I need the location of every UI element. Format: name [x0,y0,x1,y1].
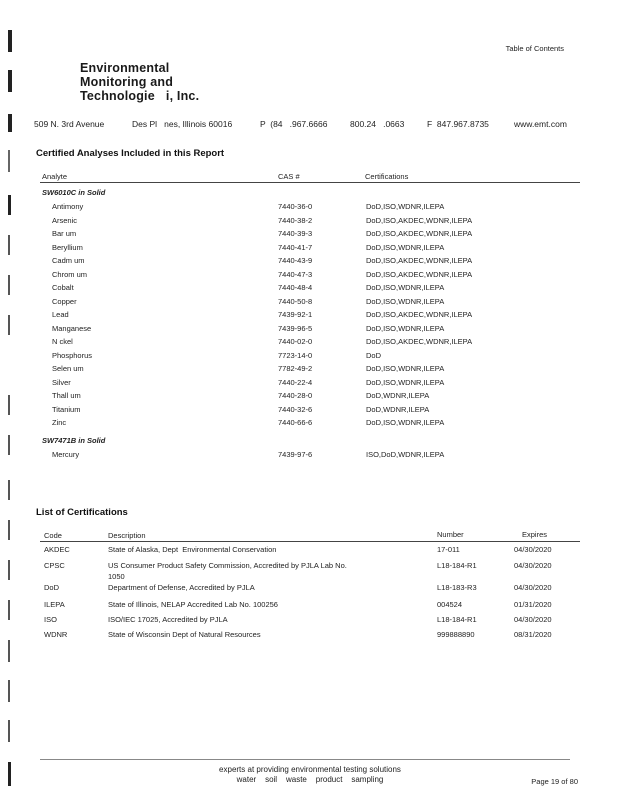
cert-list: DoD,WDNR,ILEPA [366,391,430,400]
col-description: Description [108,531,146,540]
cas-number: 7440-39-3 [278,229,313,238]
binder-mark [8,150,10,172]
cert-list: DoD,ISO,WDNR,ILEPA [366,283,445,292]
analyte-row [0,351,618,364]
analyte-row [0,405,618,418]
binder-mark [8,70,12,92]
analyte-name: Phosphorus [52,350,93,360]
header-divider [40,182,580,183]
cert-list: DoD,ISO,AKDEC,WDNR,ILEPA [366,256,473,265]
address-website[interactable]: www.emt.com [514,119,567,129]
analyte-name: Cobalt [52,283,74,292]
cert-description: ISO/IEC 17025, Accredited by PJLA [108,615,228,624]
cert-list: DoD,ISO,WDNR,ILEPA [366,242,445,252]
cert-list: DoD,ISO,WDNR,ILEPA [366,364,445,373]
footer-divider [40,759,570,760]
analyte-name: Zinc [52,418,67,427]
cas-number: 7439-96-5 [278,323,313,333]
cas-number: 7723-14-0 [278,350,313,360]
cert-list: DoD,ISO,AKDEC,WDNR,ILEPA [366,269,473,279]
cert-expires: 08/31/2020 [514,630,552,639]
binder-mark [8,114,12,132]
address-fax: F 847.967.8735 [427,119,489,129]
cas-number: 7440-43-9 [278,256,313,265]
binder-mark [8,560,10,580]
cert-description: State of Alaska, Dept Environmental Conservation [108,545,277,554]
cas-number: 7439-92-1 [278,310,313,319]
analyte-row [0,450,618,463]
analyses-title: Certified Analyses Included in this Report [36,148,225,159]
cas-number: 7440-28-0 [278,391,313,400]
cas-number: 7440-36-0 [278,202,313,211]
cert-number: L18-184-R1 [437,561,477,570]
analyte-row [0,310,618,323]
cas-number: 7440-02-0 [278,337,313,346]
analyte-row [0,337,618,350]
cert-list: DoD,ISO,WDNR,ILEPA [366,202,445,211]
cert-code: WDNR [44,630,68,639]
company-name-line: Environmental [80,61,170,75]
cert-list: DoD,WDNR,ILEPA [366,404,430,414]
analyte-name: Thall um [52,391,81,400]
cert-code: DoD [44,583,60,592]
analyte-row [0,243,618,256]
cas-number: 7440-38-2 [278,215,313,225]
analyte-name: Cadm um [52,256,85,265]
col-analyte: Analyte [42,172,68,181]
analyte-row [0,364,618,377]
analyte-name: Titanium [52,404,81,414]
col-expires: Expires [522,530,548,539]
cert-list: ISO,DoD,WDNR,ILEPA [366,450,445,459]
cert-number: L18-184-R1 [437,615,477,624]
analyte-name: Arsenic [52,215,78,225]
binder-mark [8,520,10,540]
company-name-line: Technologie i, Inc. [80,89,200,103]
cert-expires: 01/31/2020 [514,600,552,609]
analyte-name: Manganese [52,323,92,333]
address-city: Des Pl nes, Illinois 60016 [132,119,233,129]
analyte-row [0,256,618,269]
binder-mark [8,30,12,52]
footer-tagline [190,765,430,785]
analyte-row [0,378,618,391]
cert-list: DoD,ISO,AKDEC,WDNR,ILEPA [366,337,473,346]
cert-number: 004524 [437,600,463,609]
cert-code: CPSC [44,561,65,570]
cert-list: DoD,ISO,WDNR,ILEPA [366,296,445,306]
cert-code: ISO [44,615,57,624]
binder-mark [8,762,11,786]
table-of-contents-link[interactable]: Table of Contents [505,44,564,53]
cert-list: DoD,ISO,WDNR,ILEPA [366,323,445,333]
analyte-row [0,283,618,296]
address-street: 509 N. 3rd Avenue [34,119,105,129]
certifications-title: List of Certifications [36,507,128,518]
cert-expires: 04/30/2020 [514,583,552,592]
cert-number: 17-011 [437,545,460,554]
cert-description: US Consumer Product Safety Commission, Accredited by PJLA Lab No. [108,561,347,570]
cas-number: 7440-48-4 [278,283,313,292]
analyte-name: Antimony [52,202,84,211]
binder-mark [8,600,10,620]
analyte-row [0,391,618,404]
address-phone: P (84 .967.6666 [260,119,328,129]
cas-number: 7440-32-6 [278,404,313,414]
analyte-name: Beryllium [52,242,83,252]
binder-mark [8,680,10,702]
cert-number: 999888890 [437,630,475,639]
cert-list: DoD,ISO,AKDEC,WDNR,ILEPA [366,229,473,238]
binder-mark [8,480,10,500]
cas-number: 7440-47-3 [278,269,313,279]
cert-description: State of Illinois, NELAP Accredited Lab No. 100256 [108,600,278,609]
cas-number: 7782-49-2 [278,364,313,373]
cert-list: DoD,ISO,WDNR,ILEPA [366,418,445,427]
cert-number: L18-183-R3 [437,583,477,592]
cert-list: DoD,ISO,AKDEC,WDNR,ILEPA [366,215,473,225]
analyte-name: N ckel [52,337,73,346]
cert-expires: 04/30/2020 [514,561,552,570]
company-name [80,61,199,103]
cas-number: 7440-22-4 [278,377,313,387]
analyte-name: Lead [52,310,69,319]
page-number: Page 19 of 80 [531,777,578,786]
binder-mark [8,720,10,742]
analyte-name: Bar um [52,229,77,238]
analyte-row [0,418,618,431]
binder-mark [8,640,10,662]
analyte-row [0,229,618,242]
col-number: Number [437,530,464,539]
cert-list: DoD,ISO,WDNR,ILEPA [366,377,445,387]
cert-description-continued: 1050 [108,572,125,581]
cert-description: State of Wisconsin Dept of Natural Resources [108,630,261,639]
col-code: Code [44,531,62,540]
analyte-name: Silver [52,377,71,387]
cas-number: 7439-97-6 [278,450,313,459]
col-certifications: Certifications [365,172,409,181]
analyte-row [0,270,618,283]
cert-description: Department of Defense, Accredited by PJLA [108,583,255,592]
cert-expires: 04/30/2020 [514,615,552,624]
cert-expires: 04/30/2020 [514,545,552,554]
company-name-line: Monitoring and [80,75,174,89]
cert-code: AKDEC [44,545,70,554]
tagline-line: experts at providing environmental testing solutions [219,765,401,774]
analyte-name: Chrom um [52,269,88,279]
header-divider [40,541,580,542]
cas-number: 7440-66-6 [278,418,313,427]
analyte-name: Copper [52,296,77,306]
analyte-row [0,216,618,229]
cas-number: 7440-50-8 [278,296,313,306]
analyte-name: Selen um [52,364,84,373]
method-header: SW7471B in Solid [42,436,106,445]
cert-list: DoD,ISO,AKDEC,WDNR,ILEPA [366,310,473,319]
analyte-name: Mercury [52,450,80,459]
address-alt-phone: 800.24 .0663 [350,119,405,129]
tagline-line: water soil waste product sampling [236,775,384,784]
analyte-row [0,297,618,310]
analyte-row [0,202,618,215]
analyte-row [0,324,618,337]
cert-list: DoD [366,350,382,360]
cas-number: 7440-41-7 [278,242,313,252]
col-cas: CAS # [278,172,300,181]
cert-code: ILEPA [44,600,65,609]
method-header: SW6010C in Solid [42,188,106,197]
